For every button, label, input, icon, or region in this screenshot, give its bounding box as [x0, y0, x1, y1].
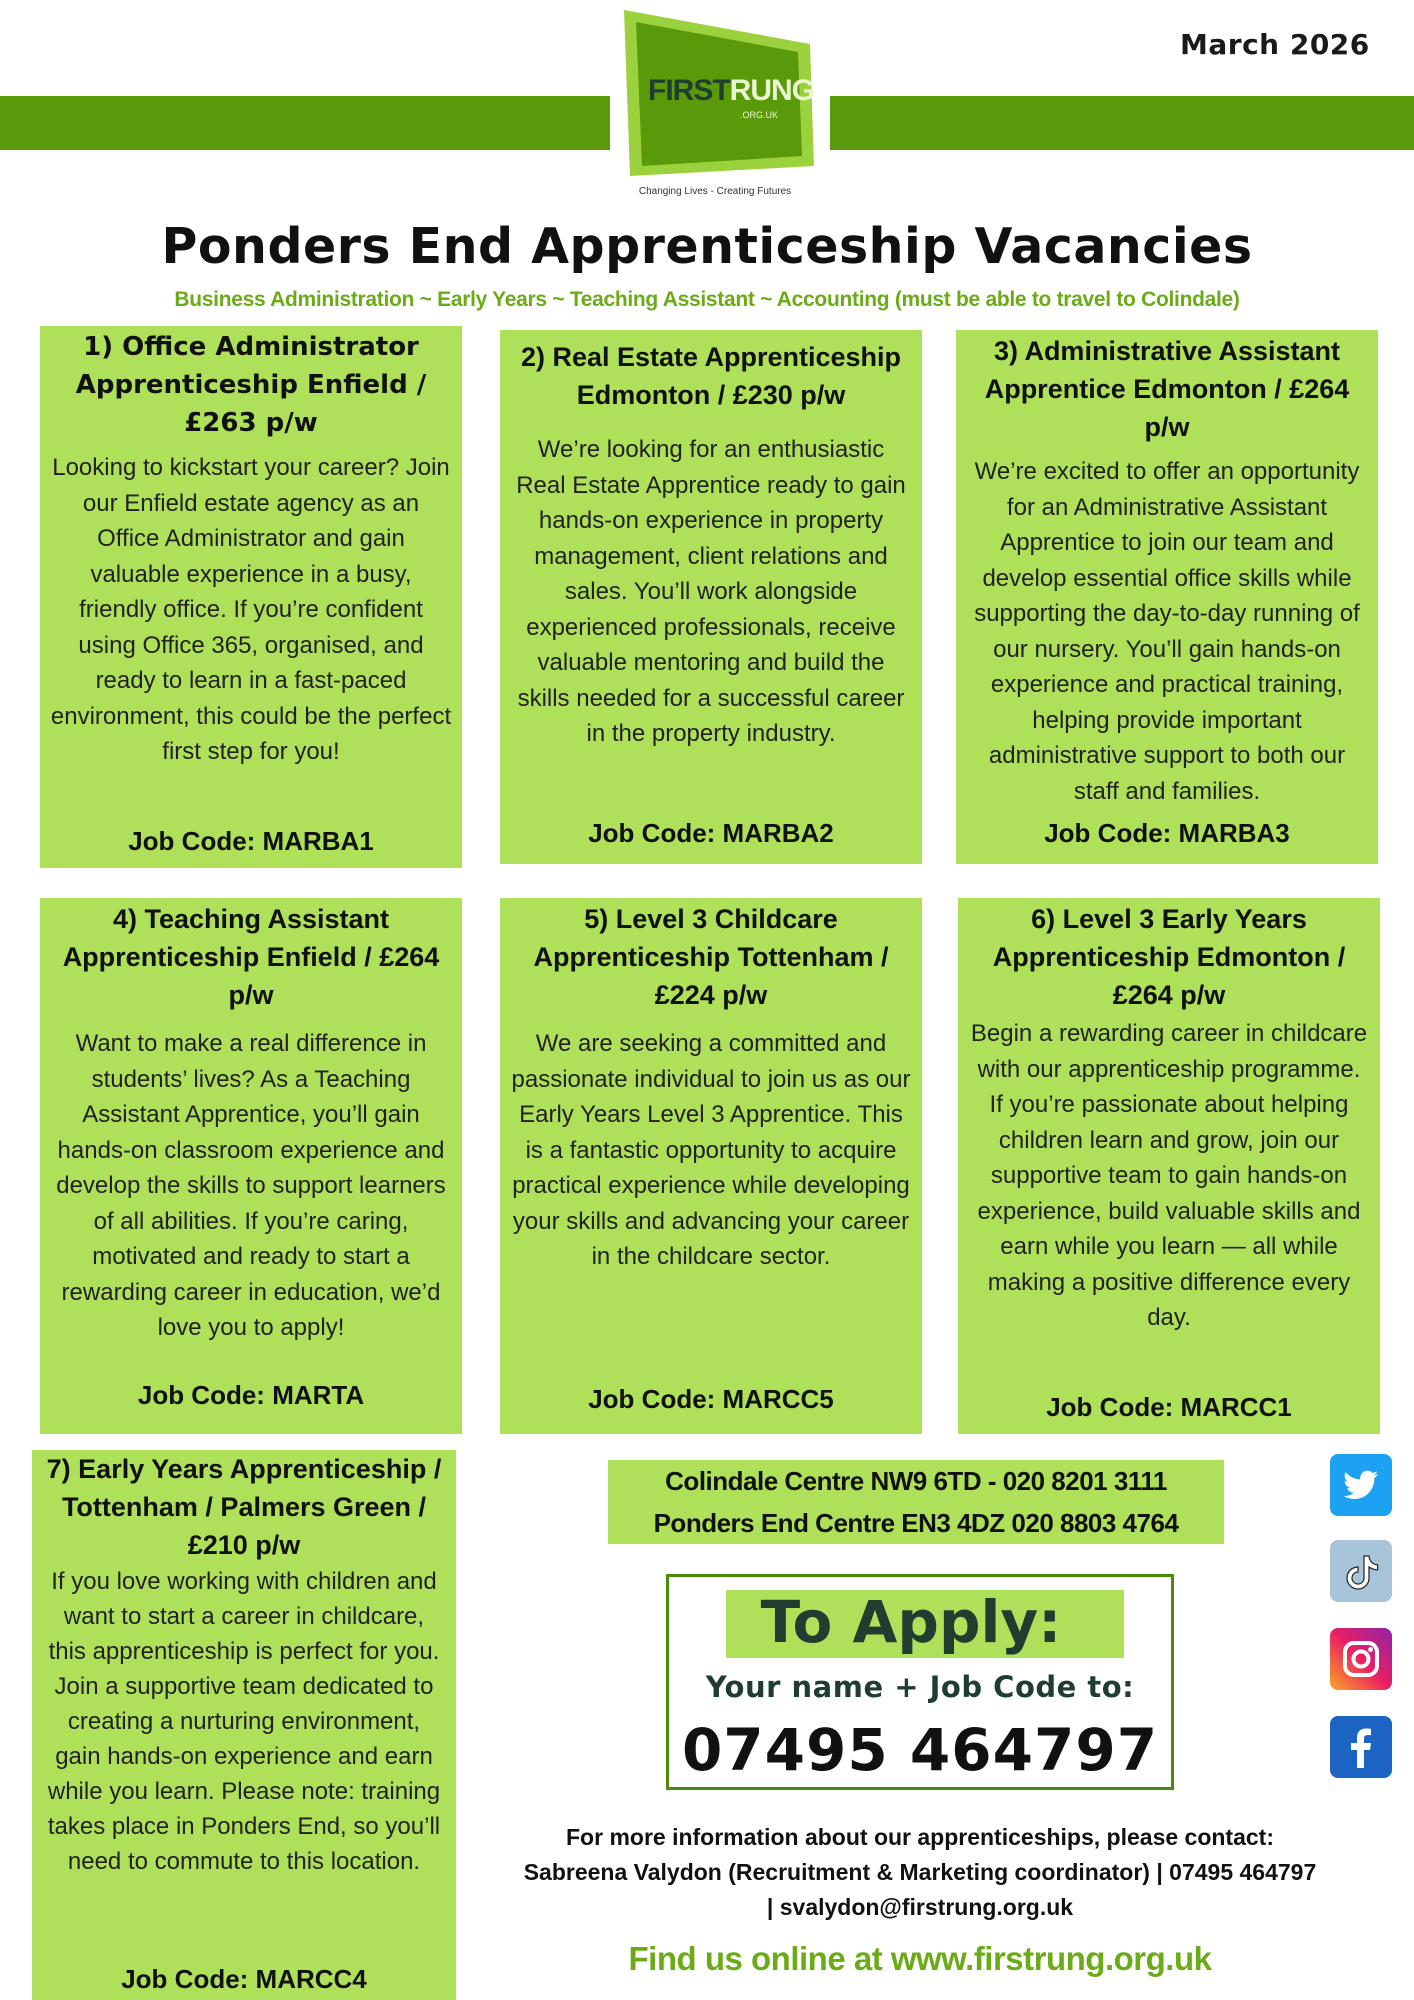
tiktok-icon[interactable]	[1330, 1540, 1392, 1602]
vacancy-title: 3) Administrative Assistant Apprentice Edmonton / £264 p/w	[984, 336, 1350, 442]
vacancy-title: 7) Early Years Apprenticeship / Tottenham / Palmers Green / £210 p/w	[46, 1454, 442, 1560]
apply-phone-number[interactable]: 07495 464797	[681, 1716, 1159, 1784]
vacancy-card-6[interactable]	[958, 898, 1380, 1434]
vacancy-card-4[interactable]	[40, 898, 462, 1434]
job-code: Job Code: MARCC4	[121, 1964, 367, 1994]
centres-contact-box	[608, 1460, 1224, 1544]
vacancy-card-7[interactable]	[32, 1450, 456, 2000]
page-subtitle: Business Administration ~ Early Years ~ Teaching Assistant ~ Accounting (must be able to travel to Colindale)	[174, 288, 1240, 311]
contact-intro: For more information about our apprenticeships, please contact:	[566, 1824, 1274, 1850]
contact-email[interactable]: | svalydon@firstrung.org.uk	[766, 1894, 1074, 1920]
vacancy-card-1[interactable]	[40, 326, 462, 868]
colindale-centre: Colindale Centre NW9 6TD - 020 8201 3111	[665, 1466, 1167, 1496]
vacancy-title: 4) Teaching Assistant Apprenticeship Enfield / £264 p/w	[62, 904, 440, 1010]
instagram-icon[interactable]	[1330, 1628, 1392, 1690]
job-code: Job Code: MARBA3	[1044, 818, 1290, 848]
vacancy-card-5[interactable]	[500, 898, 922, 1434]
website-link[interactable]: Find us online at www.firstrung.org.uk	[628, 1940, 1212, 1977]
ponders-end-centre: Ponders End Centre EN3 4DZ 020 8803 4764	[653, 1508, 1179, 1538]
twitter-icon[interactable]	[1330, 1454, 1392, 1516]
vacancy-description: Looking to kickstart your career? Join our Enfield estate agency as an Office Administrator and gain valuable experience in a busy, friendly office. If you’re confident using Office 365, organised, and ready to learn in a fast-paced environment, this could be the perfect first step for you!	[50, 454, 452, 765]
vacancy-description: We are seeking a committed and passionate individual to join us as our Early Years Level 3 Apprentice. This is a fantastic opportunity to acquire practical experience while developing your skills and advancing your career in the childcare sector.	[511, 1030, 911, 1270]
page-title: Ponders End Apprenticeship Vacancies	[161, 218, 1253, 275]
vacancy-title: 6) Level 3 Early Years Apprenticeship Edmonton / £264 p/w	[992, 904, 1346, 1010]
logo-tagline: Changing Lives - Creating Futures	[638, 186, 792, 197]
job-code: Job Code: MARCC1	[1046, 1392, 1292, 1422]
vacancy-description: Want to make a real difference in students’ lives? As a Teaching Assistant Apprentice, you’ll gain hands-on classroom experience and develop the skills to support learners of all abilities. If you’re caring, motivated and ready to start a rewarding career in education, we’d love you to apply!	[56, 1030, 446, 1341]
vacancy-description: We’re looking for an enthusiastic Real Estate Apprentice ready to gain hands-on experience in property management, client relations and sales. You’ll work alongside experienced professionals, receive valuable mentoring and build the skills needed for a successful career in the property industry.	[516, 436, 906, 747]
vacancy-description: Begin a rewarding career in childcare with our apprenticeship programme. If you’re passionate about helping children learn and grow, join our supportive team to gain hands-on experience, build valuable skills and earn while you learn — all while making a positive difference every day.	[970, 1020, 1368, 1331]
vacancy-card-3[interactable]	[956, 330, 1378, 864]
vacancy-description: If you love working with children and want to start a career in childcare, this apprenticeship is perfect for you. Join a supportive team dedicated to creating a nurturing environment, gain hands-on experience and earn while you learn. Please note: training takes place in Ponders End, so you’ll need to commute to this location.	[47, 1568, 441, 1875]
firstrung-logo[interactable]	[600, 8, 820, 178]
vacancy-title: 2) Real Estate Apprenticeship Edmonton / £230 p/w	[520, 342, 902, 410]
vacancy-title: 5) Level 3 Childcare Apprenticeship Tottenham / £224 p/w	[533, 904, 889, 1010]
header-band-right	[830, 96, 1414, 150]
vacancy-title: 1) Office Administrator Apprenticeship Enfield / £263 p/w	[75, 332, 427, 438]
contact-person: Sabreena Valydon (Recruitment & Marketing coordinator) | 07495 464797	[523, 1859, 1317, 1885]
svg-text:FIRSTRUNG: FIRSTRUNG	[648, 74, 815, 107]
job-code: Job Code: MARCC5	[588, 1384, 834, 1414]
job-code: Job Code: MARBA2	[588, 818, 834, 848]
contact-info	[470, 1820, 1370, 1925]
svg-text:.ORG.UK: .ORG.UK	[739, 110, 778, 120]
header-band-left	[0, 96, 610, 150]
apply-title: To Apply:	[760, 1588, 1062, 1656]
issue-date: March 2026	[1180, 28, 1370, 61]
job-code: Job Code: MARTA	[137, 1380, 365, 1410]
apply-instructions: Your name + Job Code to:	[705, 1670, 1135, 1704]
vacancy-card-2[interactable]	[500, 330, 922, 864]
vacancy-description: We’re excited to offer an opportunity for an Administrative Assistant Apprentice to join our team and develop essential office skills while supporting the day-to-day running of our nursery. You’ll gain hands-on experience and practical training, helping provide important administrative support to both our staff and families.	[974, 458, 1360, 805]
facebook-icon[interactable]	[1330, 1716, 1392, 1778]
job-code: Job Code: MARBA1	[128, 826, 374, 856]
